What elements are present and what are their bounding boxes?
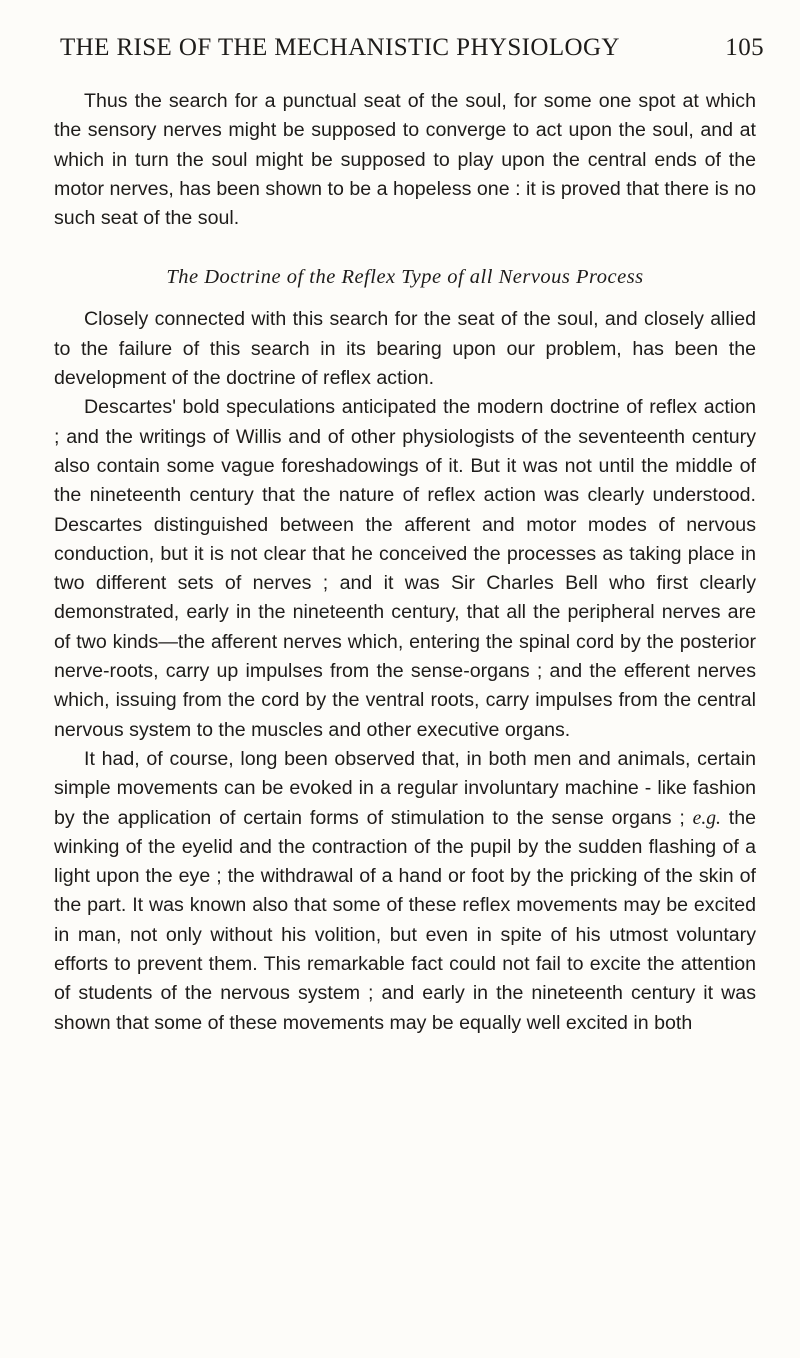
intro-paragraph: Thus the search for a punctual seat of the soul, for some one spot at which the sensory nerves might be supposed to converge to act upon the soul, and at which in turn the soul might be supposed to play upon the central ends of the motor nerves, has been shown to be a hopeless one : it is proved that there is no such seat of the soul. (54, 90, 756, 230)
paragraph-text: It had, of course, long been observed that, in both men and animals, certain simple movements can be evoked in a regular involuntary machine - like fashion by the application of certain forms of stimulation to the sense organs ; (54, 747, 756, 829)
paragraph-reflex-movements (54, 745, 756, 1038)
running-head-title: THE RISE OF THE MECHANISTIC PHYSIOLOGY (60, 34, 620, 61)
italic-abbreviation: e.g. (692, 807, 721, 829)
book-page (54, 34, 764, 1038)
paragraph-reflex-intro: Closely connected with this search for the seat of the soul, and closely allied to the failure of this search in its bearing upon our problem, has been the development of the doctrine of reflex action. (54, 308, 756, 390)
section-heading: The Doctrine of the Reflex Type of all Nervous Process (166, 266, 644, 289)
paragraph-descartes: Descartes' bold speculations anticipated the modern doctrine of reflex action ; and the writings of Willis and of other physiologists of the seventeenth century also contain some vague foreshadowings of it. But it was not until the middle of the nineteenth century that the nature of reflex action was clearly understood. Descartes distinguished between the afferent and motor modes of nervous conduction, but it is not clear that he conceived the processes as taking place in two different sets of nerves ; and it was Sir Charles Bell who first clearly demonstrated, early in the nineteenth century, that all the peripheral nerves are of two kinds—the afferent nerves which, entering the spinal cord by the posterior nerve-roots, carry up impulses from the sense-organs ; and the efferent nerves which, issuing from the cord by the ventral roots, carry impulses from the central nervous system to the muscles and other executive organs. (54, 396, 756, 741)
page-number: 105 (725, 34, 764, 61)
paragraph-text: the winking of the eyelid and the contraction of the pupil by the sudden flashing of a light upon the eye ; the withdrawal of a hand or foot by the pricking of the skin of the part. It was known also that some of these reflex movements may be excited in man, not only without his volition, but even in spite of his utmost voluntary efforts to prevent them. This remarkable fact could not fail to excite the attention of students of the nervous system ; and early in the nineteenth century it was shown that some of these movements may be equally well excited in both (54, 806, 756, 1034)
running-head (54, 34, 764, 70)
